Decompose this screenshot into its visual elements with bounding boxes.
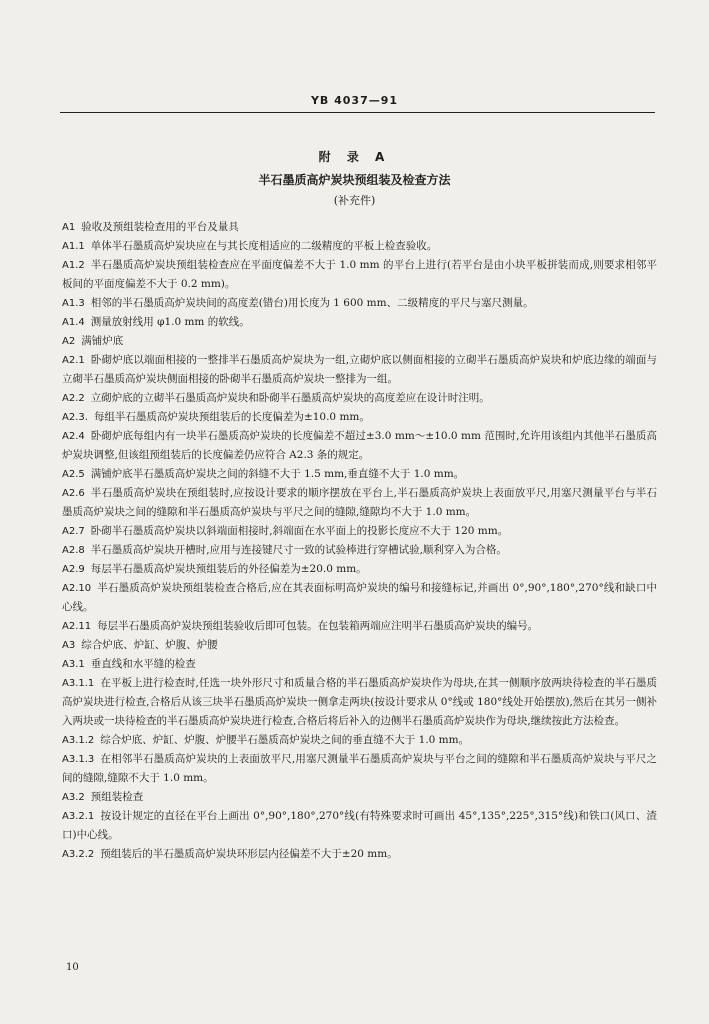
- appendix-title: 半石墨质高炉炭块预组装及检查方法: [258, 173, 451, 187]
- clause-paragraph: [62, 674, 657, 731]
- clause-number: A2.7: [62, 526, 85, 537]
- clause-number: A1: [62, 222, 76, 233]
- clause-number: A3.1.2: [62, 735, 95, 746]
- clause-text: 相邻的半石墨质高炉炭块间的高度差(错台)用长度为 1 600 mm、二级精度的平尺与塞尺测量。: [90, 297, 534, 309]
- clause-number: A2.8: [62, 545, 85, 556]
- clause-paragraph: [62, 465, 657, 484]
- clause-number: A1.2: [62, 260, 85, 271]
- clause-paragraph: [62, 427, 657, 465]
- clause-number: A2.3.: [62, 412, 88, 423]
- clause-text: 在平板上进行检查时,任选一块外形尺寸和质量合格的半石墨质高炉炭块作为母块,在其一侧顺序放两块待检查的半石墨质高炉炭块进行检查,合格后从该三块半石墨质高炉炭块一侧拿走两块(按设计要求从 0°线或 180°线处开始摆放),然后在其另一侧补入两块或一块待检查的半石墨质高炉炭块进行检查,合格后将后补入的边侧半石墨质高炉炭块作为母块,继续按此方法检查。: [62, 677, 657, 727]
- clause-paragraph: [62, 408, 657, 427]
- clause-paragraph: [62, 579, 657, 617]
- clause-number: A2.2: [62, 393, 85, 404]
- clause-number: A1.1: [62, 241, 85, 252]
- clause-number: A1.3: [62, 298, 85, 309]
- clause-text: 半石墨质高炉炭块预组装检查合格后,应在其表面标明高炉炭块的编号和接缝标记,并画出 0°,90°,180°,270°线和缺口中心线。: [62, 582, 657, 613]
- clause-text: 卧砌炉底每组内有一块半石墨质高炉炭块的长度偏差不超过±3.0 mm～±10.0 mm 范围时,允许用该组内其他半石墨质高炉炭块调整,但该组预组装后的长度偏差仍应符合 A2.3 条的规定。: [62, 430, 657, 461]
- clause-text: 满铺炉底半石墨质高炉炭块之间的斜缝不大于 1.5 mm,垂直缝不大于 1.0 mm。: [90, 468, 465, 480]
- clause-number: A2: [62, 336, 76, 347]
- clause-text: 单体半石墨质高炉炭块应在与其长度相适应的二级精度的平板上检查验收。: [90, 240, 438, 252]
- section-heading: [62, 788, 657, 807]
- clause-number: A3.1: [62, 659, 85, 670]
- clause-text: 验收及预组装检查用的平台及量具: [81, 221, 239, 233]
- clause-number: A1.4: [62, 317, 85, 328]
- clause-paragraph: [62, 617, 657, 636]
- clause-number: A3.1.3: [62, 754, 95, 765]
- standard-code-header: YB 4037—91: [310, 94, 399, 107]
- clause-paragraph: [62, 351, 657, 389]
- clause-text: 立砌炉底的立砌半石墨质高炉炭块和卧砌半石墨质高炉炭块的高度差应在设计时注明。: [90, 392, 490, 404]
- clause-number: A3.2: [62, 792, 85, 803]
- clause-number: A2.5: [62, 469, 85, 480]
- clause-text: 半石墨质高炉炭块开槽时,应用与连接键尺寸一致的试验棒进行穿槽试验,顺利穿入为合格。: [90, 544, 507, 556]
- clause-text: 半石墨质高炉炭块预组装检查应在平面度偏差不大于 1.0 mm 的平台上进行(若平台是由小块平板拼装而成,则要求相邻平板间的平面度偏差不大于 0.2 mm)。: [62, 259, 657, 290]
- clause-number: A2.6: [62, 488, 85, 499]
- clause-text: 每层半石墨质高炉炭块预组装验收后即可包装。在包装箱两端应注明半石墨质高炉炭块的编号。: [97, 620, 539, 632]
- clause-paragraph: [62, 389, 657, 408]
- section-heading: [62, 655, 657, 674]
- clause-paragraph: [62, 560, 657, 579]
- section-heading: [62, 332, 657, 351]
- clause-text: 半石墨质高炉炭块在预组装时,应按设计要求的顺序摆放在平台上,半石墨质高炉炭块上表面放平尺,用塞尺测量平台与半石墨质高炉炭块之间的缝隙和半石墨质高炉炭块与平尺之间的缝隙,缝隙均不大于 1.0 mm。: [62, 487, 657, 518]
- clause-paragraph: [62, 237, 657, 256]
- clause-number: A3.1.1: [62, 678, 95, 689]
- page-number: 10: [66, 962, 79, 973]
- clause-text: 卧砌炉底以端面相接的一整排半石墨质高炉炭块为一组,立砌炉底以侧面相接的立砌半石墨质高炉炭块和炉底边缘的端面与立砌半石墨质高炉炭块侧面相接的卧砌半石墨质高炉炭块一整排为一组。: [62, 354, 657, 385]
- clause-paragraph: [62, 313, 657, 332]
- clause-number: A2.10: [62, 583, 92, 594]
- clause-paragraph: [62, 731, 657, 750]
- appendix-subtitle: (补充件): [333, 194, 376, 207]
- clause-paragraph: [62, 256, 657, 294]
- document-body: [62, 218, 657, 864]
- clause-paragraph: [62, 484, 657, 522]
- clause-number: A3.2.1: [62, 811, 95, 822]
- clause-paragraph: [62, 750, 657, 788]
- clause-text: 测量放射线用 φ1.0 mm 的软线。: [90, 316, 250, 328]
- clause-number: A2.9: [62, 564, 85, 575]
- clause-paragraph: [62, 294, 657, 313]
- section-heading: [62, 218, 657, 237]
- clause-text: 垂直线和水平缝的检查: [90, 658, 196, 670]
- clause-paragraph: [62, 522, 657, 541]
- clause-text: 满铺炉底: [81, 335, 124, 347]
- clause-paragraph: [62, 807, 657, 845]
- section-heading: [62, 636, 657, 655]
- clause-text: 每层半石墨质高炉炭块预组装后的外径偏差为±20.0 mm。: [90, 563, 367, 575]
- clause-text: 按设计规定的直径在平台上画出 0°,90°,180°,270°线(有特殊要求时可画出 45°,135°,225°,315°线)和铁口(风口、渣口)中心线。: [62, 810, 657, 841]
- clause-number: A3.2.2: [62, 849, 95, 860]
- clause-number: A3: [62, 640, 76, 651]
- appendix-label: 附 录 A: [318, 150, 391, 164]
- clause-text: 预组装检查: [90, 791, 144, 803]
- clause-text: 卧砌半石墨质高炉炭块以斜端面相接时,斜端面在水平面上的投影长度应不大于 120 mm。: [90, 525, 509, 537]
- clause-text: 在相邻半石墨质高炉炭块的上表面放平尺,用塞尺测量半石墨质高炉炭块与平台之间的缝隙和半石墨质高炉炭块与平尺之间的缝隙,缝隙不大于 1.0 mm。: [62, 753, 657, 784]
- clause-number: A2.1: [62, 355, 85, 366]
- clause-number: A2.4: [62, 431, 85, 442]
- clause-number: A2.11: [62, 621, 92, 632]
- title-block: [0, 148, 709, 208]
- clause-paragraph: [62, 845, 657, 864]
- header-rule: [60, 112, 655, 113]
- clause-text: 综合炉底、炉缸、炉腹、炉腰: [81, 639, 218, 651]
- clause-text: 综合炉底、炉缸、炉腹、炉腰半石墨质高炉炭块之间的垂直缝不大于 1.0 mm。: [100, 734, 470, 746]
- clause-paragraph: [62, 541, 657, 560]
- clause-text: 每组半石墨质高炉炭块预组装后的长度偏差为±10.0 mm。: [93, 411, 370, 423]
- clause-text: 预组装后的半石墨质高炉炭块环形层内径偏差不大于±20 mm。: [100, 848, 398, 860]
